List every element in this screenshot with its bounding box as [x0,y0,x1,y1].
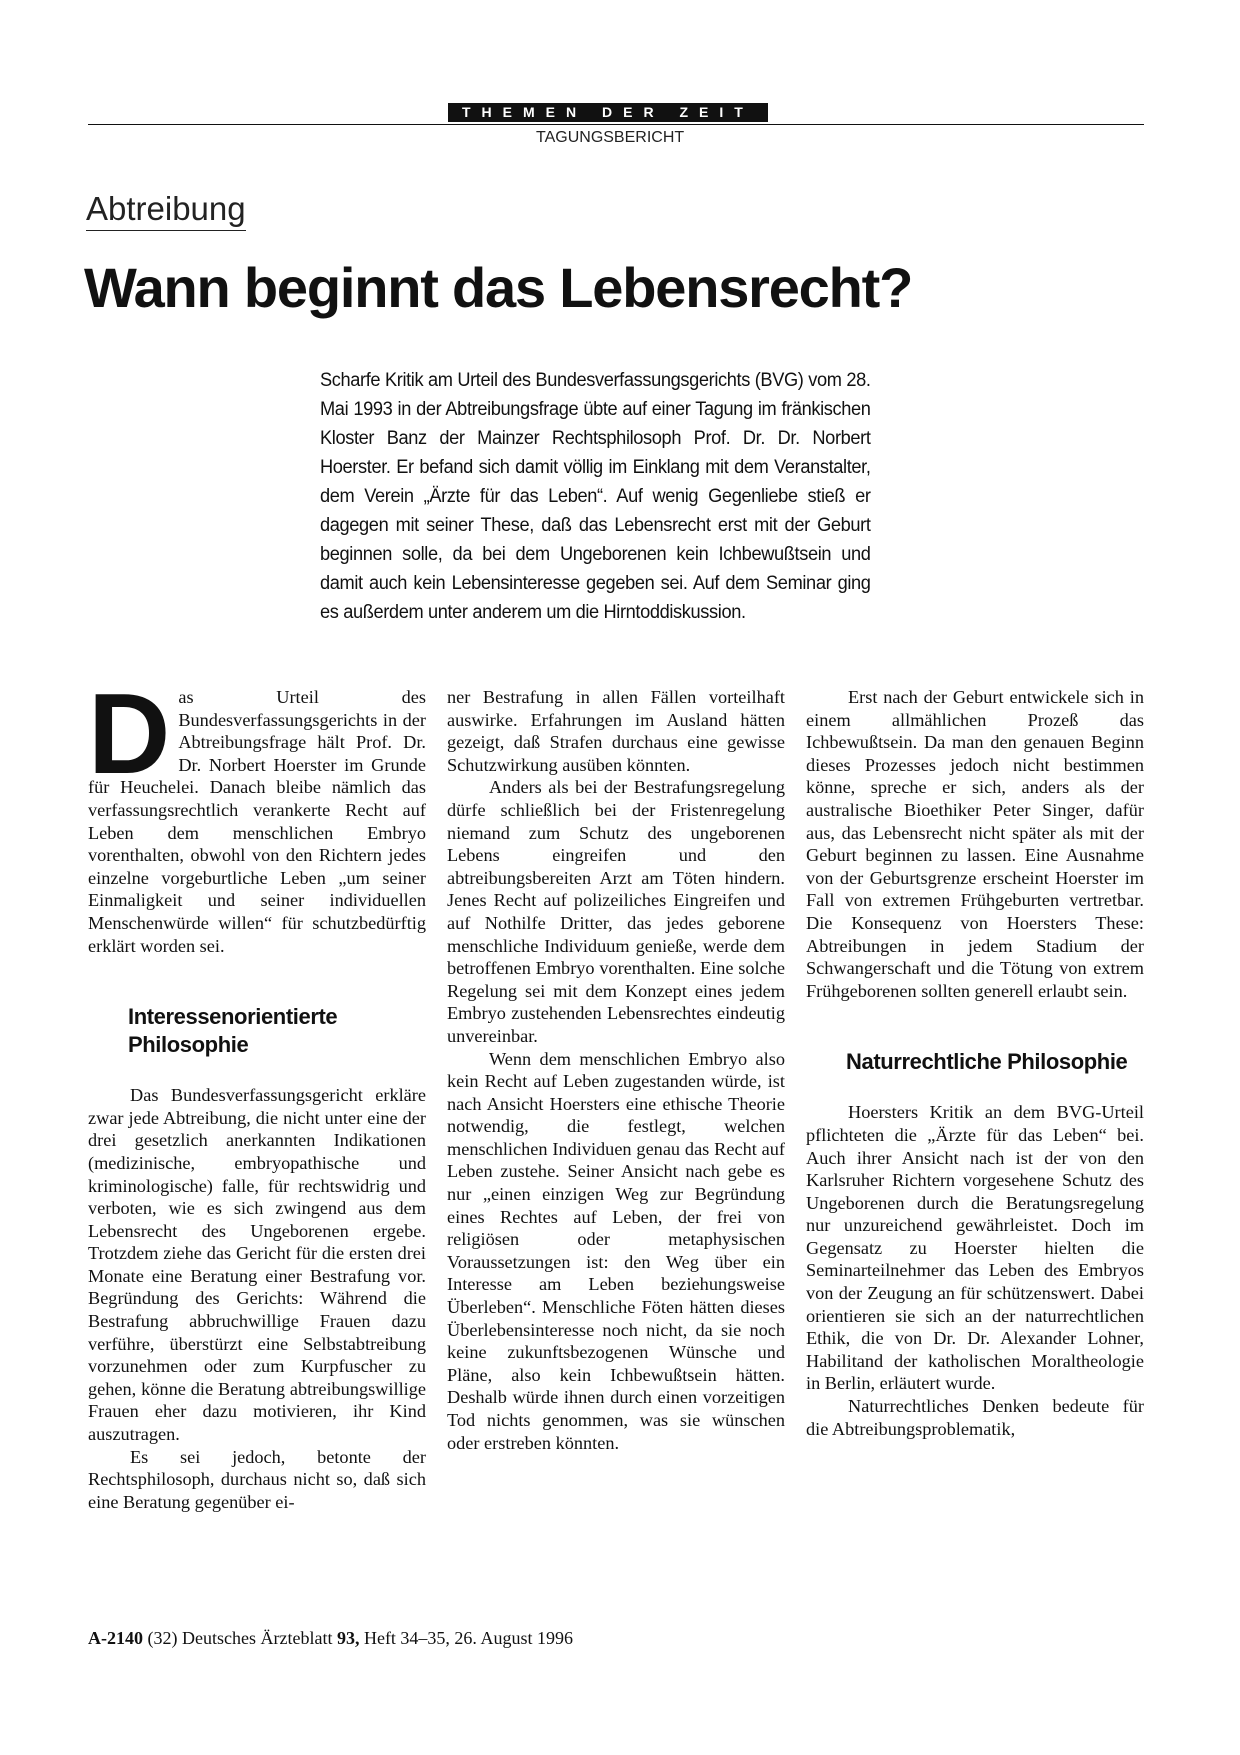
issue-page: (32) [147,1628,178,1648]
article-title: Wann beginnt das Lebensrecht? [84,256,913,319]
column-2 [447,686,785,1454]
column-3 [806,686,1144,1440]
volume: 93, [336,1628,360,1648]
header-rule [88,124,1144,125]
paragraph: Anders als bei der Bestrafungsregelung dürfe schließlich bei der Fristenregelung niemand zum Schutz des ungeborenen Lebens eingreifen und den abtreibungsbereiten Arzt am Töten hindern. Jenes Recht auf polizeiliches Eingreifen und auf Nothilfe Dritter, das jedes geborene menschliche Individuum genieße, werde dem betroffenen Embryo vorenthalten. Eine solche Regelung sei mit dem Konzept eines jedem Embryo zustehenden Lebensrechtes eindeutig unvereinbar. [447,777,785,1046]
dropcap: D [88,671,171,798]
paragraph: Es sei jedoch, betonte der Rechtsphilosoph, durchaus nicht so, daß sich eine Beratung gegenüber ei- [88,1446,426,1512]
paragraph: ner Bestrafung in allen Fällen vorteilhaft auswirke. Erfahrungen im Ausland hätten gezeigt, daß Strafen durchaus eine gewisse Schutzwirkung ausüben könnten. [447,687,785,775]
column-1 [88,671,426,1513]
paragraph: Das Bundesverfassungsgericht erkläre zwar jede Abtreibung, die nicht unter eine der drei gesetzlich anerkannten Indikationen (medizinische, embryopathische und kriminologische) falle, für rechtswidrig und verboten, wie es sich zwingend aus dem Lebensrecht des Ungeborenen ergebe. Trotzdem ziehe das Gericht für die ersten drei Monate eine Beratung einer Bestrafung vor. Begründung des Gerichts: Während die Bestrafung abbruchwillige Frauen dazu verführe, überstürzt eine Selbstabtreibung vorzunehmen oder zum Kurpfuscher zu gehen, könne die Beratung abtreibungswillige Frauen eher dazu motivieren, ihr Kind auszutragen. [88,1085,426,1445]
section-label: THEMEN DER ZEIT [448,103,768,122]
paragraph: Wenn dem menschlichen Embryo also kein Recht auf Leben zugestanden würde, ist nach Ansicht Hoersters eine ethische Theorie notwendig, die festlegt, welchen menschlichen Individuen genau das Recht auf Leben zustehe. Seiner Ansicht nach gebe es nur „einen einzigen Weg zur Begründung eines Rechtes auf Leben, der frei von religiösen oder metaphysischen Voraussetzungen ist: den Weg über ein Interesse am Leben beziehungsweise Überleben“. Menschliche Föten hätten dieses Überlebensinteresse noch nicht, da sie noch keine zukunftsbezogenen Wünsche und Pläne, also kein Ichbewußtsein hätten. Deshalb würde ihnen durch einen vorzeitigen Tod nichts genommen, was sie wünschen oder erstreben könnten. [447,1048,785,1453]
subheading: Interessenorientierte Philosophie [128,1004,338,1058]
page-number: A-2140 [88,1628,143,1648]
paragraph: Hoersters Kritik an dem BVG-Urteil pflichteten die „Ärzte für das Leben“ bei. Auch ihrer Ansicht nach ist der von den Karlsruher Richtern vorgesehene Schutz des Ungeborenen durch die Beratungsregelung nur unzureichend gewährleistet. Doch im Gegensatz zu Hoerster hielten die Seminarteilnehmer das Leben des Embryos von der Zeugung an für schützenswert. Dabei orientieren sie sich an der naturrechtlichen Ethik, die von Dr. Dr. Alexander Lohner, Habilitand der katholischen Moraltheologie in Berlin, erläutert wurde. [806,1102,1144,1394]
article-kicker: Abtreibung [86,190,246,231]
subheading: Naturrechtliche Philosophie [846,1049,1128,1075]
paragraph: as Urteil des Bundesverfassungsgerichts in der Abtreibungsfrage hält Prof. Dr. Dr. Norbert Hoerster im Grunde für Heuchelei. Danach bleibe nämlich das verfassungsrechtlich verankerte Recht auf Leben dem menschlichen Embryo vorenthalten, obwohl von den Richtern jedes einzelne vorgeburtliche Leben „um seiner Einmaligkeit und seiner individuellen Menschenwürde willen“ für schutzbedürftig erklärt worden sei. [88,687,426,956]
issue-date: Heft 34–35, 26. August 1996 [363,1628,573,1648]
page-footer [88,1628,573,1649]
article-lead: Scharfe Kritik am Urteil des Bundesverfassungsgerichts (BVG) vom 28. Mai 1993 in der Abtreibungsfrage übte auf einer Tagung im fränkischen Kloster Banz der Mainzer Rechtsphilosoph Prof. Dr. Dr. Norbert Hoerster. Er befand sich damit völlig im Einklang mit dem Veranstalter, dem Verein „Ärzte für das Leben“. Auf wenig Gegenliebe stieß er dagegen mit seiner These, daß das Lebensrecht erst mit der Geburt beginnen solle, da bei dem Ungeborenen kein Ichbewußtsein und damit auch kein Lebensinteresse gegeben sei. Auf dem Seminar ging es außerdem unter anderem um die Hirntoddiskussion. [320,369,871,623]
paragraph: Naturrechtliches Denken bedeute für die Abtreibungsproblematik, [806,1396,1144,1439]
journal-name: Deutsches Ärzteblatt [182,1628,333,1648]
subsection-label: TAGUNGSBERICHT [536,129,685,146]
paragraph: Erst nach der Geburt entwickele sich in einem allmählichen Prozeß das Ichbewußtsein. Da man den genauen Beginn dieses Prozesses jedoch nicht bestimmen könne, spreche er sich, anders als der australische Bioethiker Peter Singer, dafür aus, das Lebensrecht nicht später als mit der Geburt beginnen zu lassen. Eine Ausnahme von der Geburtsgrenze erscheint Hoerster im Fall von extremen Frühgeburten vertretbar. Die Konsequenz von Hoersters These: Abtreibungen in jedem Stadium der Schwangerschaft und die Tötung von extrem Frühgeborenen sollten generell erlaubt sein. [806,687,1144,1001]
